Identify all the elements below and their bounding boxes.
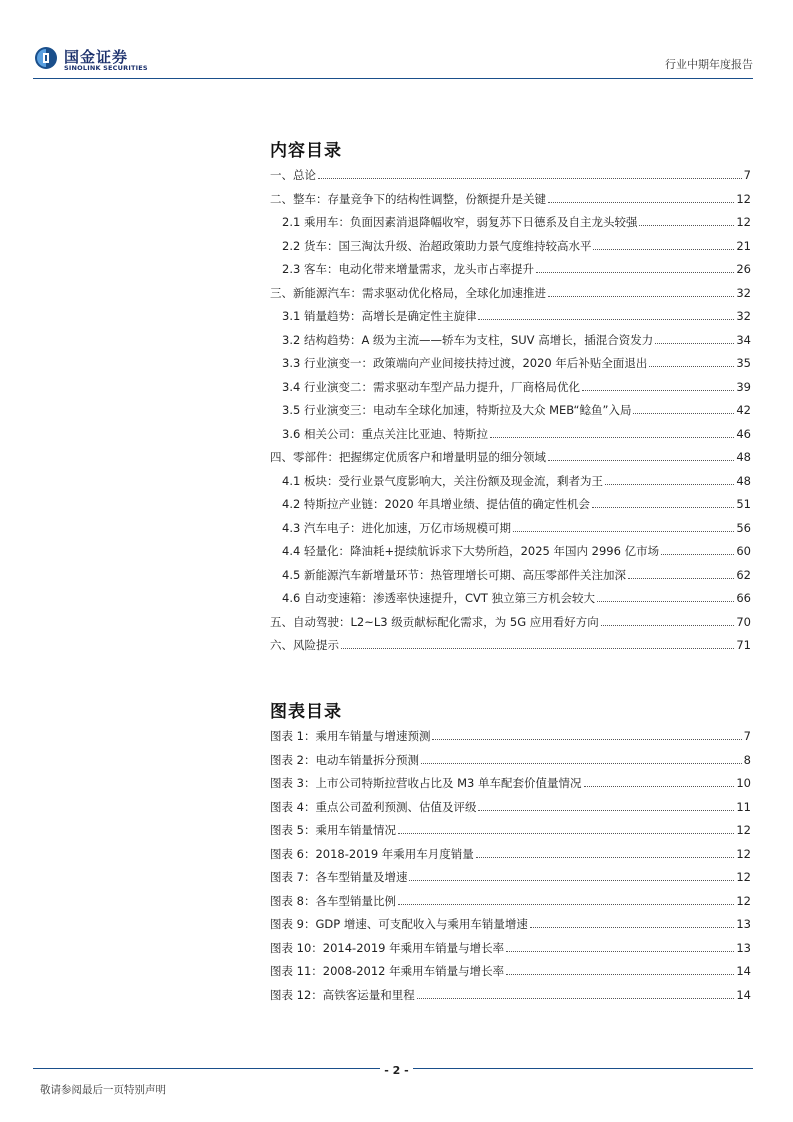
toc-entry-text: 六、风险提示 [270, 638, 339, 652]
figure-entry-page: 12 [736, 823, 751, 837]
dot-leader [417, 998, 735, 999]
toc-entry-text: 3.6 相关公司：重点关注比亚迪、特斯拉 [282, 426, 488, 441]
toc-entry-text: 3.4 行业演变二：需求驱动车型产品力提升，厂商格局优化 [282, 379, 580, 394]
figure-entry-page: 8 [743, 752, 751, 767]
figure-entry-text: 图表 9：GDP 增速、可支配收入与乘用车销量增速 [270, 917, 528, 931]
figure-entry[interactable] [270, 822, 751, 846]
figure-entry-page: 13 [736, 940, 751, 955]
dot-leader [628, 578, 734, 579]
figure-entry-text: 图表 7：各车型销量及增速 [270, 870, 408, 884]
toc-entry-text: 2.2 货车：国三淘汰升级、治超政策助力景气度维持较高水平 [282, 238, 592, 253]
dot-leader [655, 343, 734, 344]
figure-entry[interactable] [270, 916, 751, 940]
figure-entry-text: 图表 5：乘用车销量情况 [270, 823, 396, 837]
figure-entry-text: 图表 11：2008-2012 年乘用车销量与增长率 [270, 964, 505, 978]
toc-entry-page: 34 [736, 332, 751, 347]
toc-entry[interactable] [270, 308, 751, 332]
dot-leader [421, 763, 742, 764]
toc-entry[interactable] [270, 449, 751, 473]
dot-leader [661, 554, 734, 555]
figure-entry-page: 12 [736, 870, 751, 884]
figure-entry[interactable] [270, 775, 751, 799]
figure-entry-page: 14 [736, 987, 751, 1002]
dot-leader [584, 786, 735, 787]
toc-entry-page: 56 [736, 520, 751, 535]
figure-entry-page: 13 [736, 917, 751, 931]
dot-leader [639, 225, 734, 226]
header-divider [33, 78, 753, 79]
toc-entry-page: 46 [736, 426, 751, 441]
toc-entry-page: 60 [736, 544, 751, 558]
dot-leader [593, 249, 734, 250]
toc-entry-text: 2.1 乘用车：负面因素消退降幅收窄，弱复苏下日德系及自主龙头较强 [282, 215, 638, 229]
toc-entry-text: 一、总论 [270, 168, 316, 182]
dot-leader [536, 272, 734, 273]
toc-entry-page: 7 [743, 168, 751, 182]
dot-leader [409, 880, 734, 881]
dot-leader [341, 648, 734, 649]
figure-entry-text: 图表 12：高铁客运量和里程 [270, 987, 415, 1002]
company-logo [34, 44, 146, 78]
toc-entry[interactable] [270, 590, 751, 614]
toc-entry-page: 70 [736, 614, 751, 629]
figure-entry-page: 10 [736, 776, 751, 790]
dot-leader [490, 437, 734, 438]
dot-leader [601, 625, 735, 626]
toc-entry-text: 二、整车：存量竞争下的结构性调整，份额提升是关键 [270, 191, 546, 206]
toc-entry-page: 26 [736, 262, 751, 276]
toc-entry[interactable] [270, 402, 751, 426]
toc-entry-text: 4.6 自动变速箱：渗透率快速提升，CVT 独立第三方机会较大 [282, 591, 596, 605]
toc-entry[interactable] [270, 637, 751, 661]
toc-entry[interactable] [270, 543, 751, 567]
toc-entry[interactable] [270, 426, 751, 450]
figure-entry-text: 图表 3：上市公司特斯拉营收占比及 M3 单车配套价值量情况 [270, 776, 582, 790]
toc-entry-text: 4.5 新能源汽车新增量环节：热管理增长可期、高压零部件关注加深 [282, 567, 626, 582]
dot-leader [398, 904, 734, 905]
toc-entry-page: 21 [736, 238, 751, 253]
toc-entry-page: 62 [736, 567, 751, 582]
dot-leader [633, 413, 734, 414]
dot-leader [582, 390, 734, 391]
toc-entry[interactable] [270, 285, 751, 309]
dot-leader [478, 810, 734, 811]
toc-entry[interactable] [270, 214, 751, 238]
figure-entry[interactable] [270, 846, 751, 870]
figure-entry[interactable] [270, 893, 751, 917]
toc-entry-page: 39 [736, 379, 751, 394]
toc-entry[interactable] [270, 332, 751, 356]
dot-leader [432, 739, 741, 740]
sinolink-logo-icon [34, 46, 58, 70]
figure-entry-text: 图表 8：各车型销量比例 [270, 893, 396, 908]
figure-entry[interactable] [270, 963, 751, 987]
figure-entry-page: 14 [736, 964, 751, 978]
toc-entry-page: 71 [736, 638, 751, 652]
toc-entry-text: 4.3 汽车电子：进化加速，万亿市场规模可期 [282, 520, 511, 535]
dot-leader [548, 202, 734, 203]
toc-entry-text: 3.5 行业演变三：电动车全球化加速，特斯拉及大众 MEB“鲶鱼”入局 [282, 403, 632, 417]
figure-entry-text: 图表 10：2014-2019 年乘用车销量与增长率 [270, 940, 505, 955]
toc-entry[interactable] [270, 520, 751, 544]
page-number [0, 1064, 793, 1077]
figure-entry-page: 7 [743, 729, 751, 743]
figure-entry-text: 图表 2：电动车销量拆分预测 [270, 752, 419, 767]
dot-leader [398, 833, 734, 834]
dot-leader [649, 366, 734, 367]
toc-entry-text: 3.2 结构趋势：A 级为主流——轿车为支柱，SUV 高增长，插混合资发力 [282, 332, 654, 347]
dot-leader [548, 460, 734, 461]
toc-entry-page: 51 [736, 497, 751, 511]
dot-leader [605, 484, 734, 485]
toc-entry-text: 三、新能源汽车：需求驱动优化格局，全球化加速推进 [270, 285, 546, 300]
figure-entry-text: 图表 1：乘用车销量与增速预测 [270, 729, 431, 743]
toc-entry[interactable] [270, 261, 751, 285]
dot-leader [548, 296, 734, 297]
toc-entry-text: 3.1 销量趋势：高增长是确定性主旋律 [282, 309, 477, 323]
dot-leader [530, 927, 735, 928]
dot-leader [506, 951, 734, 952]
dot-leader [513, 531, 734, 532]
toc-entry[interactable] [270, 567, 751, 591]
toc-entry-text: 3.3 行业演变一：政策端向产业间接扶持过渡，2020 年后补贴全面退出 [282, 356, 648, 370]
figure-entry-page: 12 [736, 846, 751, 861]
logo-english-name: SINOLINK SECURITIES [64, 64, 148, 72]
dot-leader [592, 507, 734, 508]
toc-entry[interactable] [270, 355, 751, 379]
table-of-contents [270, 167, 751, 661]
figure-entry[interactable] [270, 728, 751, 752]
toc-entry-page: 35 [736, 356, 751, 370]
toc-entry-page: 12 [736, 215, 751, 229]
figure-entry-text: 图表 6：2018-2019 年乘用车月度销量 [270, 846, 474, 861]
figure-entry[interactable] [270, 799, 751, 823]
toc-entry-page: 48 [736, 450, 751, 464]
toc-entry-text: 2.3 客车：电动化带来增量需求，龙头市占率提升 [282, 262, 534, 276]
page-header [0, 0, 793, 80]
dot-leader [506, 974, 734, 975]
toc-entry-page: 32 [736, 285, 751, 300]
toc-entry[interactable] [270, 238, 751, 262]
figure-entry-text: 图表 4：重点公司盈利预测、估值及评级 [270, 799, 477, 814]
dot-leader [478, 319, 734, 320]
page-number-text: - 2 - [380, 1064, 412, 1077]
figure-entry-page: 11 [736, 799, 751, 814]
figures-title: 图表目录 [270, 702, 342, 722]
figure-entry[interactable] [270, 752, 751, 776]
figure-list [270, 728, 751, 1010]
toc-title: 内容目录 [270, 141, 342, 161]
toc-entry[interactable] [270, 614, 751, 638]
figure-entry[interactable] [270, 869, 751, 893]
toc-entry-page: 48 [736, 473, 751, 488]
toc-entry[interactable] [270, 167, 751, 191]
dot-leader [318, 178, 742, 179]
toc-entry-page: 42 [736, 403, 751, 417]
figure-entry[interactable] [270, 940, 751, 964]
report-type-label: 行业中期年度报告 [665, 58, 753, 71]
toc-entry-text: 五、自动驾驶：L2~L3 级贡献标配化需求，为 5G 应用看好方向 [270, 614, 599, 629]
toc-entry-text: 四、零部件：把握绑定优质客户和增量明显的细分领域 [270, 450, 546, 464]
toc-entry-page: 12 [736, 191, 751, 206]
toc-entry[interactable] [270, 496, 751, 520]
figure-entry[interactable] [270, 987, 751, 1011]
toc-entry[interactable] [270, 191, 751, 215]
dot-leader [476, 857, 735, 858]
toc-entry-text: 4.1 板块：受行业景气度影响大，关注份额及现金流，剩者为王 [282, 473, 603, 488]
toc-entry[interactable] [270, 379, 751, 403]
figure-entry-page: 12 [736, 893, 751, 908]
toc-entry[interactable] [270, 473, 751, 497]
disclaimer-text: 敬请参阅最后一页特别声明 [40, 1084, 166, 1096]
toc-entry-text: 4.2 特斯拉产业链：2020 年具增业绩、提估值的确定性机会 [282, 497, 590, 511]
logo-chinese-name: 国金证券 [64, 48, 129, 66]
dot-leader [597, 601, 734, 602]
toc-entry-page: 32 [736, 309, 751, 323]
toc-entry-text: 4.4 轻量化：降油耗+提续航诉求下大势所趋，2025 年国内 2996 亿市场 [282, 544, 660, 558]
toc-entry-page: 66 [736, 591, 751, 605]
